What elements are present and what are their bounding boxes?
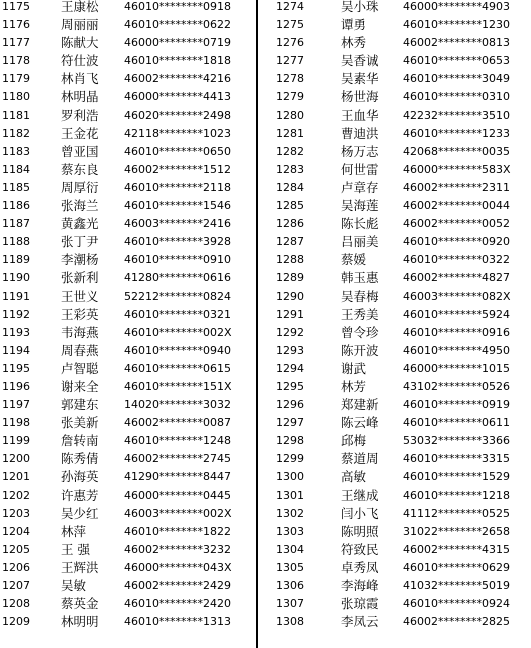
table-row xyxy=(0,306,256,324)
id-number: 46010********1248 xyxy=(124,434,231,448)
table-row xyxy=(0,450,256,468)
table-row xyxy=(262,487,531,505)
person-name: 郑建新 xyxy=(341,397,379,413)
person-name: 张丁尹 xyxy=(61,234,99,250)
person-name: 吕丽美 xyxy=(341,234,379,250)
row-number: 1180 xyxy=(2,90,30,104)
person-name: 吴敏 xyxy=(61,578,87,593)
table-row xyxy=(262,378,531,396)
row-number: 1190 xyxy=(2,271,30,285)
row-number: 1198 xyxy=(2,416,30,430)
id-number: 46010********4950 xyxy=(403,343,510,357)
person-name: 曾令珍 xyxy=(341,324,379,340)
row-number: 1202 xyxy=(2,488,30,502)
person-name: 周丽丽 xyxy=(61,17,99,33)
column-divider xyxy=(256,0,258,648)
person-name: 黄鑫光 xyxy=(61,216,99,232)
id-number: 41112********0525 xyxy=(403,506,510,520)
id-number: 46010********0910 xyxy=(124,253,231,267)
table-row xyxy=(262,269,531,287)
id-number: 41290********8447 xyxy=(124,470,231,484)
row-number: 1209 xyxy=(2,615,30,629)
person-name: 王 强 xyxy=(61,541,90,557)
id-number: 46000********4903 xyxy=(403,0,510,13)
table-row xyxy=(262,251,531,269)
table-row xyxy=(0,251,256,269)
person-name: 蔡媛 xyxy=(341,252,367,268)
id-number: 46010********0920 xyxy=(403,235,510,249)
row-number: 1280 xyxy=(276,108,304,122)
id-number: 42068********0035 xyxy=(403,144,510,158)
table-row xyxy=(0,432,256,450)
id-number: 46002********0052 xyxy=(403,217,510,231)
person-name: 卢智聪 xyxy=(61,360,99,376)
row-number: 1206 xyxy=(2,560,30,574)
table-row xyxy=(0,125,256,143)
table-row xyxy=(0,16,256,34)
person-name: 韦海燕 xyxy=(61,324,99,340)
id-number: 46010********0924 xyxy=(403,597,510,611)
id-number: 46002********2311 xyxy=(403,180,510,194)
row-number: 1300 xyxy=(276,470,304,484)
id-number: 46010********151X xyxy=(124,379,232,393)
row-number: 1203 xyxy=(2,506,30,520)
person-name: 吴海莲 xyxy=(341,198,379,214)
row-number: 1277 xyxy=(276,54,304,68)
id-number: 46010********1546 xyxy=(124,199,231,213)
id-number: 52212********0824 xyxy=(124,289,231,303)
table-row xyxy=(0,107,256,125)
table-row xyxy=(0,523,256,541)
row-number: 1283 xyxy=(276,162,304,176)
id-number: 14020********3032 xyxy=(124,398,231,412)
row-number: 1195 xyxy=(2,361,30,375)
table-row xyxy=(262,125,531,143)
id-number: 46010********1313 xyxy=(124,615,231,629)
id-number: 31022********2658 xyxy=(403,524,510,538)
table-row xyxy=(0,0,256,16)
person-name: 王康松 xyxy=(61,0,99,14)
person-name: 卓秀凤 xyxy=(341,559,379,575)
row-number: 1308 xyxy=(276,615,304,629)
id-number: 46003********082X xyxy=(403,289,511,303)
id-number: 46010********3315 xyxy=(403,452,510,466)
person-name: 王世义 xyxy=(61,288,99,304)
table-row xyxy=(0,541,256,559)
table-row xyxy=(262,342,531,360)
person-name: 蔡英金 xyxy=(61,596,99,612)
table-row xyxy=(262,468,531,486)
id-number: 46002********0087 xyxy=(124,416,231,430)
table-row xyxy=(0,179,256,197)
id-number: 46000********583X xyxy=(403,162,511,176)
person-name: 蔡道周 xyxy=(341,451,379,467)
row-number: 1178 xyxy=(2,54,30,68)
person-name: 郭建东 xyxy=(61,397,99,413)
person-name: 杨世海 xyxy=(341,89,379,105)
person-name: 陈献大 xyxy=(61,35,99,51)
table-row xyxy=(0,269,256,287)
person-name: 卢章存 xyxy=(341,179,379,195)
person-name: 王血华 xyxy=(341,107,379,123)
left-column xyxy=(0,0,256,631)
table-row xyxy=(0,342,256,360)
table-row xyxy=(0,161,256,179)
id-number: 41032********5019 xyxy=(403,579,510,592)
id-number: 46010********0650 xyxy=(124,144,231,158)
table-row xyxy=(262,215,531,233)
table-row xyxy=(262,541,531,559)
row-number: 1293 xyxy=(276,343,304,357)
row-number: 1175 xyxy=(2,0,30,13)
person-name: 王金花 xyxy=(61,125,99,141)
row-number: 1181 xyxy=(2,108,30,122)
row-number: 1179 xyxy=(2,72,30,86)
id-number: 46010********2118 xyxy=(124,180,231,194)
id-number: 46010********0615 xyxy=(124,361,231,375)
table-row xyxy=(0,88,256,106)
table-row xyxy=(262,432,531,450)
person-name: 李凤云 xyxy=(341,614,379,630)
id-number: 46002********2745 xyxy=(124,452,231,466)
row-number: 1302 xyxy=(276,506,304,520)
table-row xyxy=(262,559,531,577)
id-number: 46010********0321 xyxy=(124,307,231,321)
table-row xyxy=(262,577,531,595)
row-number: 1207 xyxy=(2,579,30,592)
row-number: 1292 xyxy=(276,325,304,339)
id-number: 46010********2420 xyxy=(124,597,231,611)
table-row xyxy=(0,396,256,414)
row-number: 1193 xyxy=(2,325,30,339)
table-row xyxy=(262,233,531,251)
id-number: 46010********002X xyxy=(124,325,232,339)
id-number: 46010********0629 xyxy=(403,560,510,574)
row-number: 1208 xyxy=(2,597,30,611)
row-number: 1299 xyxy=(276,452,304,466)
id-number: 46000********0445 xyxy=(124,488,231,502)
row-number: 1284 xyxy=(276,180,304,194)
table-row xyxy=(262,143,531,161)
id-number: 46002********4315 xyxy=(403,542,510,556)
person-name: 闫小飞 xyxy=(341,505,379,521)
id-number: 46003********2416 xyxy=(124,217,231,231)
person-name: 周春燕 xyxy=(61,342,99,358)
table-row xyxy=(262,179,531,197)
table-row xyxy=(0,70,256,88)
table-row xyxy=(262,306,531,324)
id-number: 42232********3510 xyxy=(403,108,510,122)
person-name: 吴少红 xyxy=(61,505,99,521)
id-number: 46002********2429 xyxy=(124,579,231,592)
person-name: 谭勇 xyxy=(341,17,367,33)
person-name: 孙海英 xyxy=(61,469,99,485)
row-number: 1274 xyxy=(276,0,304,13)
person-name: 李潮杨 xyxy=(61,252,99,268)
id-number: 46002********0813 xyxy=(403,36,510,50)
person-name: 王秀美 xyxy=(341,306,379,322)
id-number: 46002********1512 xyxy=(124,162,231,176)
table-row xyxy=(0,324,256,342)
person-name: 符仕波 xyxy=(61,53,99,69)
table-row xyxy=(262,523,531,541)
id-number: 46010********0622 xyxy=(124,18,231,32)
person-name: 陈云峰 xyxy=(341,415,379,431)
person-name: 曾亚国 xyxy=(61,143,99,159)
person-name: 林秀 xyxy=(341,35,367,51)
table-row xyxy=(262,450,531,468)
table-row xyxy=(0,414,256,432)
row-number: 1196 xyxy=(2,379,30,393)
person-name: 詹转南 xyxy=(61,433,99,449)
person-name: 吴香诚 xyxy=(341,53,379,69)
row-number: 1295 xyxy=(276,379,304,393)
table-row xyxy=(0,505,256,523)
table-row xyxy=(262,107,531,125)
row-number: 1305 xyxy=(276,560,304,574)
row-number: 1290 xyxy=(276,289,304,303)
table-row xyxy=(262,52,531,70)
table-row xyxy=(262,34,531,52)
id-number: 46010********1529 xyxy=(403,470,510,484)
row-number: 1276 xyxy=(276,36,304,50)
row-number: 1182 xyxy=(2,126,30,140)
row-number: 1285 xyxy=(276,199,304,213)
id-number: 46002********4827 xyxy=(403,271,510,285)
person-name: 罗利浩 xyxy=(61,107,99,123)
table-row xyxy=(0,360,256,378)
row-number: 1287 xyxy=(276,235,304,249)
row-number: 1177 xyxy=(2,36,30,50)
row-number: 1291 xyxy=(276,307,304,321)
person-name: 林明晶 xyxy=(61,89,99,105)
row-number: 1189 xyxy=(2,253,30,267)
id-number: 46000********0719 xyxy=(124,36,231,50)
id-number: 46010********1822 xyxy=(124,524,231,538)
row-number: 1281 xyxy=(276,126,304,140)
person-name: 周厚衍 xyxy=(61,179,99,195)
person-name: 张美新 xyxy=(61,415,99,431)
row-number: 1298 xyxy=(276,434,304,448)
row-number: 1275 xyxy=(276,18,304,32)
table-row xyxy=(262,613,531,631)
id-number: 46000********043X xyxy=(124,560,232,574)
table-row xyxy=(262,360,531,378)
person-name: 王彩英 xyxy=(61,306,99,322)
id-number: 46010********0310 xyxy=(403,90,510,104)
person-name: 林明明 xyxy=(61,614,99,630)
row-number: 1194 xyxy=(2,343,30,357)
row-number: 1199 xyxy=(2,434,30,448)
row-number: 1183 xyxy=(2,144,30,158)
id-number: 46000********4413 xyxy=(124,90,231,104)
row-number: 1294 xyxy=(276,361,304,375)
person-name: 杨万志 xyxy=(341,143,379,159)
table-row xyxy=(262,595,531,613)
row-number: 1192 xyxy=(2,307,30,321)
table-row xyxy=(262,288,531,306)
person-name: 王辉洪 xyxy=(61,559,99,575)
person-name: 林萍 xyxy=(61,523,87,539)
id-number: 41280********0616 xyxy=(124,271,231,285)
table-row xyxy=(0,577,256,595)
id-number: 46010********1233 xyxy=(403,126,510,140)
person-name: 邱梅 xyxy=(341,433,367,449)
id-number: 46010********0611 xyxy=(403,416,510,430)
table-row xyxy=(0,143,256,161)
id-number: 46010********0918 xyxy=(124,0,231,13)
id-number: 46010********1230 xyxy=(403,18,510,32)
table-row xyxy=(0,288,256,306)
row-number: 1279 xyxy=(276,90,304,104)
id-number: 43102********0526 xyxy=(403,379,510,393)
row-number: 1204 xyxy=(2,524,30,538)
person-name: 林芳 xyxy=(341,378,367,394)
id-number: 46010********5924 xyxy=(403,307,510,321)
id-number: 46010********1818 xyxy=(124,54,231,68)
table-row xyxy=(262,414,531,432)
id-number: 46010********0322 xyxy=(403,253,510,267)
row-number: 1201 xyxy=(2,470,30,484)
table-row xyxy=(262,197,531,215)
table-row xyxy=(262,0,531,16)
id-number: 42118********1023 xyxy=(124,126,231,140)
id-number: 46010********0653 xyxy=(403,54,510,68)
id-number: 46002********0044 xyxy=(403,199,510,213)
id-number: 46010********0919 xyxy=(403,398,510,412)
row-number: 1297 xyxy=(276,416,304,430)
id-number: 46002********3232 xyxy=(124,542,231,556)
person-name: 陈秀倩 xyxy=(61,451,99,467)
person-name: 符致民 xyxy=(341,541,379,557)
row-number: 1205 xyxy=(2,542,30,556)
table-row xyxy=(262,161,531,179)
row-number: 1188 xyxy=(2,235,30,249)
table-row xyxy=(262,324,531,342)
person-name: 张海兰 xyxy=(61,198,99,214)
row-number: 1176 xyxy=(2,18,30,32)
table-row xyxy=(0,595,256,613)
id-number: 46010********0916 xyxy=(403,325,510,339)
person-name: 张琼霞 xyxy=(341,596,379,612)
person-name: 林肖飞 xyxy=(61,71,99,87)
row-number: 1197 xyxy=(2,398,30,412)
id-number: 46020********2498 xyxy=(124,108,231,122)
table-row xyxy=(0,52,256,70)
row-number: 1282 xyxy=(276,144,304,158)
table-row xyxy=(0,468,256,486)
person-name: 蔡东良 xyxy=(61,161,99,177)
row-number: 1286 xyxy=(276,217,304,231)
row-number: 1301 xyxy=(276,488,304,502)
id-number: 46010********1218 xyxy=(403,488,510,502)
id-number: 53032********3366 xyxy=(403,434,510,448)
person-name: 张新利 xyxy=(61,270,99,286)
table-row xyxy=(262,16,531,34)
person-name: 韩玉惠 xyxy=(341,270,379,286)
person-name: 曹迪洪 xyxy=(341,125,379,141)
table-row xyxy=(0,613,256,631)
person-name: 高敏 xyxy=(341,469,367,485)
person-name: 王继成 xyxy=(341,487,379,503)
person-name: 何世雷 xyxy=(341,161,379,177)
table-row xyxy=(262,88,531,106)
id-number: 46002********4216 xyxy=(124,72,231,86)
id-number: 46003********002X xyxy=(124,506,232,520)
table-row xyxy=(262,70,531,88)
person-name: 谢武 xyxy=(341,360,367,376)
row-number: 1184 xyxy=(2,162,30,176)
table-row xyxy=(262,396,531,414)
id-number: 46000********1015 xyxy=(403,361,510,375)
table-row xyxy=(0,215,256,233)
table-row xyxy=(0,487,256,505)
person-name: 许惠芳 xyxy=(61,487,99,503)
row-number: 1306 xyxy=(276,579,304,592)
person-name: 陈开波 xyxy=(341,342,379,358)
table-row xyxy=(0,233,256,251)
person-name: 李海峰 xyxy=(341,578,379,593)
row-number: 1288 xyxy=(276,253,304,267)
table-row xyxy=(0,34,256,52)
row-number: 1191 xyxy=(2,289,30,303)
row-number: 1278 xyxy=(276,72,304,86)
person-name: 吴春梅 xyxy=(341,288,379,304)
person-name: 陈明照 xyxy=(341,523,379,539)
row-number: 1303 xyxy=(276,524,304,538)
person-name: 吴素华 xyxy=(341,71,379,87)
row-number: 1187 xyxy=(2,217,30,231)
person-name: 陈长彪 xyxy=(341,216,379,232)
row-number: 1186 xyxy=(2,199,30,213)
row-number: 1296 xyxy=(276,398,304,412)
id-number: 46002********2825 xyxy=(403,615,510,629)
row-number: 1185 xyxy=(2,180,30,194)
person-name: 吴小珠 xyxy=(341,0,379,14)
right-column xyxy=(262,0,531,631)
table-row xyxy=(0,197,256,215)
table-row xyxy=(0,559,256,577)
id-number: 46010********0940 xyxy=(124,343,231,357)
row-number: 1289 xyxy=(276,271,304,285)
table-row xyxy=(262,505,531,523)
table-row xyxy=(0,378,256,396)
person-name: 谢来全 xyxy=(61,378,99,394)
row-number: 1200 xyxy=(2,452,30,466)
row-number: 1304 xyxy=(276,542,304,556)
id-number: 46010********3928 xyxy=(124,235,231,249)
id-number: 46010********3049 xyxy=(403,72,510,86)
row-number: 1307 xyxy=(276,597,304,611)
